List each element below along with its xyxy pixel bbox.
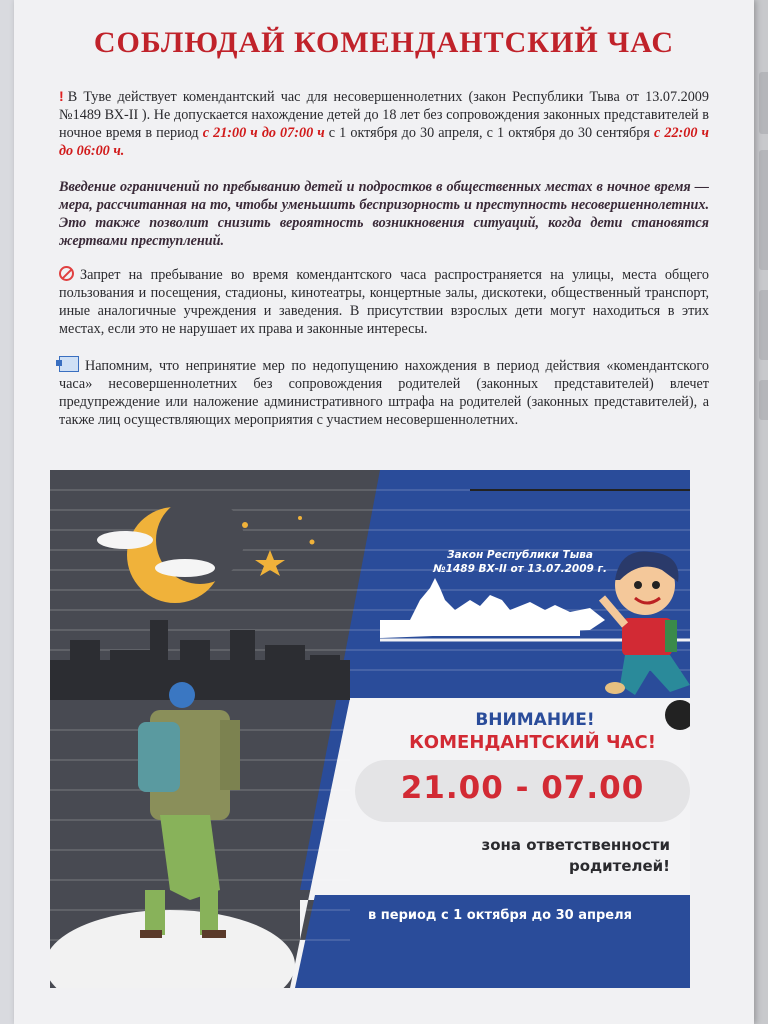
law-reference: [430, 548, 610, 576]
curfew-heading: КОМЕНДАНТСКИЙ ЧАС!: [409, 732, 656, 753]
page-title: СОБЛЮДАЙ КОМЕНДАНТСКИЙ ЧАС: [93, 26, 675, 59]
period-text: в период с 1 октября до 30 апреля: [368, 908, 632, 923]
paragraph-text: В Туве действует комендантский час для несовершеннолетних (закон Республики Тыва от 13.07.2009 №1489 ВХ-II ). Не допускается нахождение детей до 18 лет без сопровождения законных представителей в ночное время в период: [59, 89, 709, 141]
parental-responsibility: [390, 835, 670, 877]
exclamation-icon: !: [59, 89, 64, 105]
curfew-poster: [50, 470, 690, 988]
page-edge: [754, 0, 768, 1024]
paragraph-law: [59, 88, 709, 160]
time-range: с 21:00 ч до 07:00 ч: [202, 125, 325, 141]
attention-heading: ВНИМАНИЕ!: [475, 710, 595, 730]
binder-tab: [759, 380, 768, 420]
prohibited-icon: [59, 266, 74, 281]
time-range: с 22:00 ч до 06:00 ч.: [59, 125, 709, 159]
paragraph-reminder: [59, 356, 709, 429]
law-reference-line: Закон Республики Тыва: [447, 549, 593, 561]
binder-tab: [759, 150, 768, 270]
responsibility-line: родителей!: [568, 857, 670, 875]
responsibility-line: зона ответственности: [481, 836, 670, 854]
paragraph-restriction: [59, 266, 709, 338]
paragraph-text: Запрет на пребывание во время комендантского часа распространяется на улицы, места общего пользования и посещения, стадионы, кинотеатры, концертные залы, дискотеки, общественный транспорт, иные аналогичные учреждения и заведения. В присутствии взрослых дети могут находиться в этих местах, если это не нарушает их права и законные интересы.: [59, 267, 709, 337]
binder-tab: [759, 72, 768, 134]
paragraph-text: Напомним, что непринятие мер по недопущению нахождения в период действия «комендантского часа» несовершеннолетних без сопровождения родителей (законных представителей) влечет предупреждение или наложение административного штрафа на родителей (законных представителей), а также лиц осуществляющих мероприятия с участием несовершеннолетних.: [59, 358, 709, 428]
binder-tab: [759, 290, 768, 360]
paragraph-text: с 1 октября до 30 апреля, с 1 октября до 30 сентября: [324, 125, 654, 141]
note-icon: [59, 356, 79, 372]
paragraph-purpose: Введение ограничений по пребыванию детей и подростков в общественных местах в ночное время — мера, рассчитанная на то, чтобы уменьшить беспризорность и преступность несовершеннолетних. Это также позволит снизить вероятность возникновения ситуаций, когда дети становятся жертвами преступлений.: [59, 179, 709, 249]
curfew-time: 21.00 - 07.00: [400, 770, 645, 806]
law-reference-line: №1489 ВХ-II от 13.07.2009 г.: [433, 563, 607, 575]
